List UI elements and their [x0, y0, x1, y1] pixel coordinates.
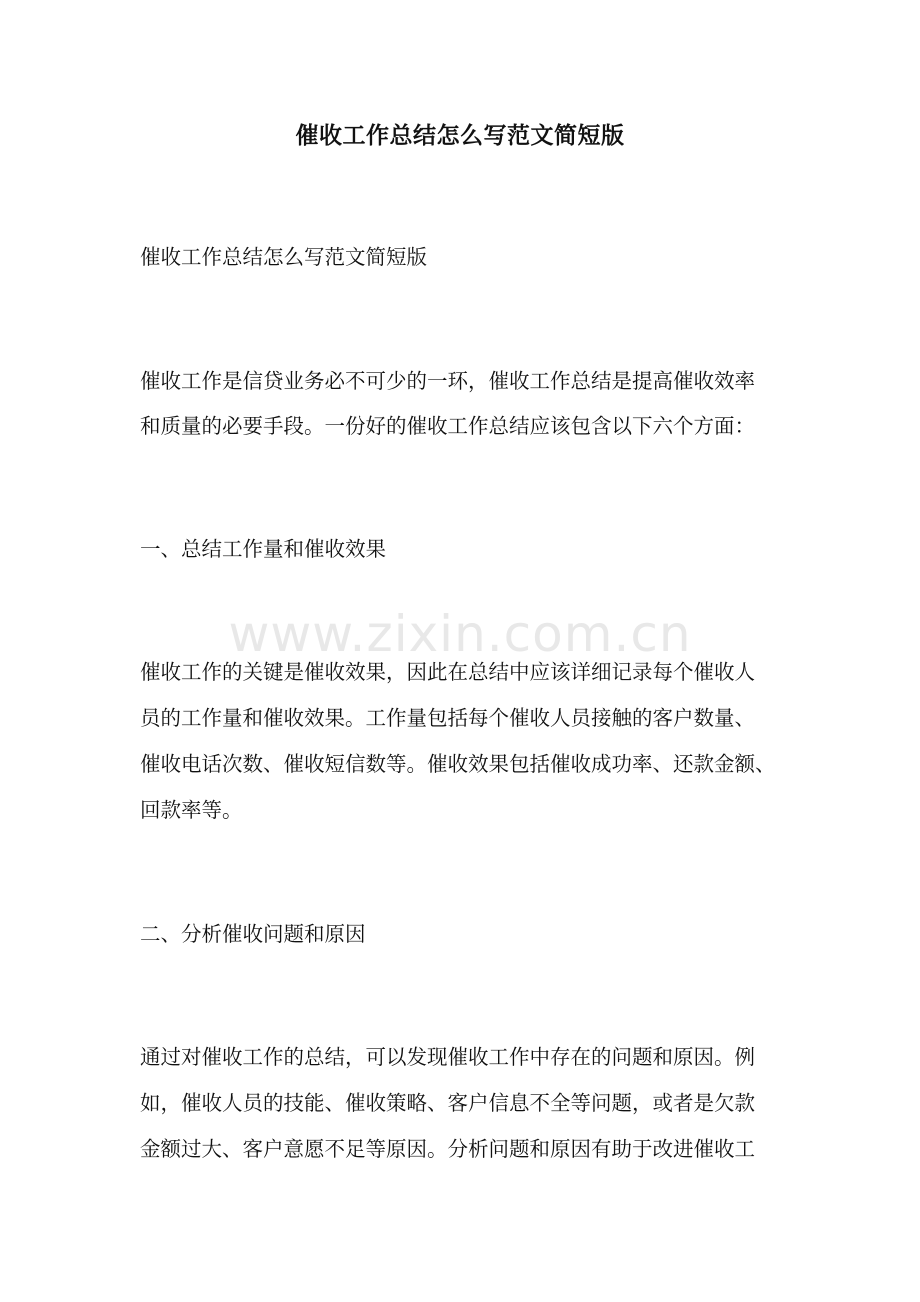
paragraph-line: 金额过大、客户意愿不足等原因。分析问题和原因有助于改进催收工 — [140, 1137, 755, 1161]
intro-line: 和质量的必要手段。一份好的催收工作总结应该包含以下六个方面： — [140, 414, 755, 438]
paragraph-line: 回款率等。 — [140, 798, 243, 822]
section-heading: 一、总结工作量和催收效果 — [140, 537, 386, 561]
paragraph-line: 通过对催收工作的总结，可以发现催收工作中存在的问题和原因。例 — [140, 1045, 755, 1069]
watermark: www.zixin.com.cn — [228, 605, 692, 663]
paragraph-line: 催收工作的关键是催收效果，因此在总结中应该详细记录每个催收人 — [140, 660, 755, 684]
document-title: 催收工作总结怎么写范文简短版 — [295, 122, 625, 149]
paragraph-line: 员的工作量和催收效果。工作量包括每个催收人员接触的客户数量、 — [140, 706, 755, 730]
document-subtitle: 催收工作总结怎么写范文简短版 — [140, 245, 427, 269]
paragraph-line: 如，催收人员的技能、催收策略、客户信息不全等问题，或者是欠款 — [140, 1091, 755, 1115]
paragraph-line: 催收电话次数、催收短信数等。催收效果包括催收成功率、还款金额、 — [140, 752, 776, 776]
section-heading: 二、分析催收问题和原因 — [140, 922, 366, 946]
intro-line: 催收工作是信贷业务必不可少的一环，催收工作总结是提高催收效率 — [140, 369, 755, 393]
